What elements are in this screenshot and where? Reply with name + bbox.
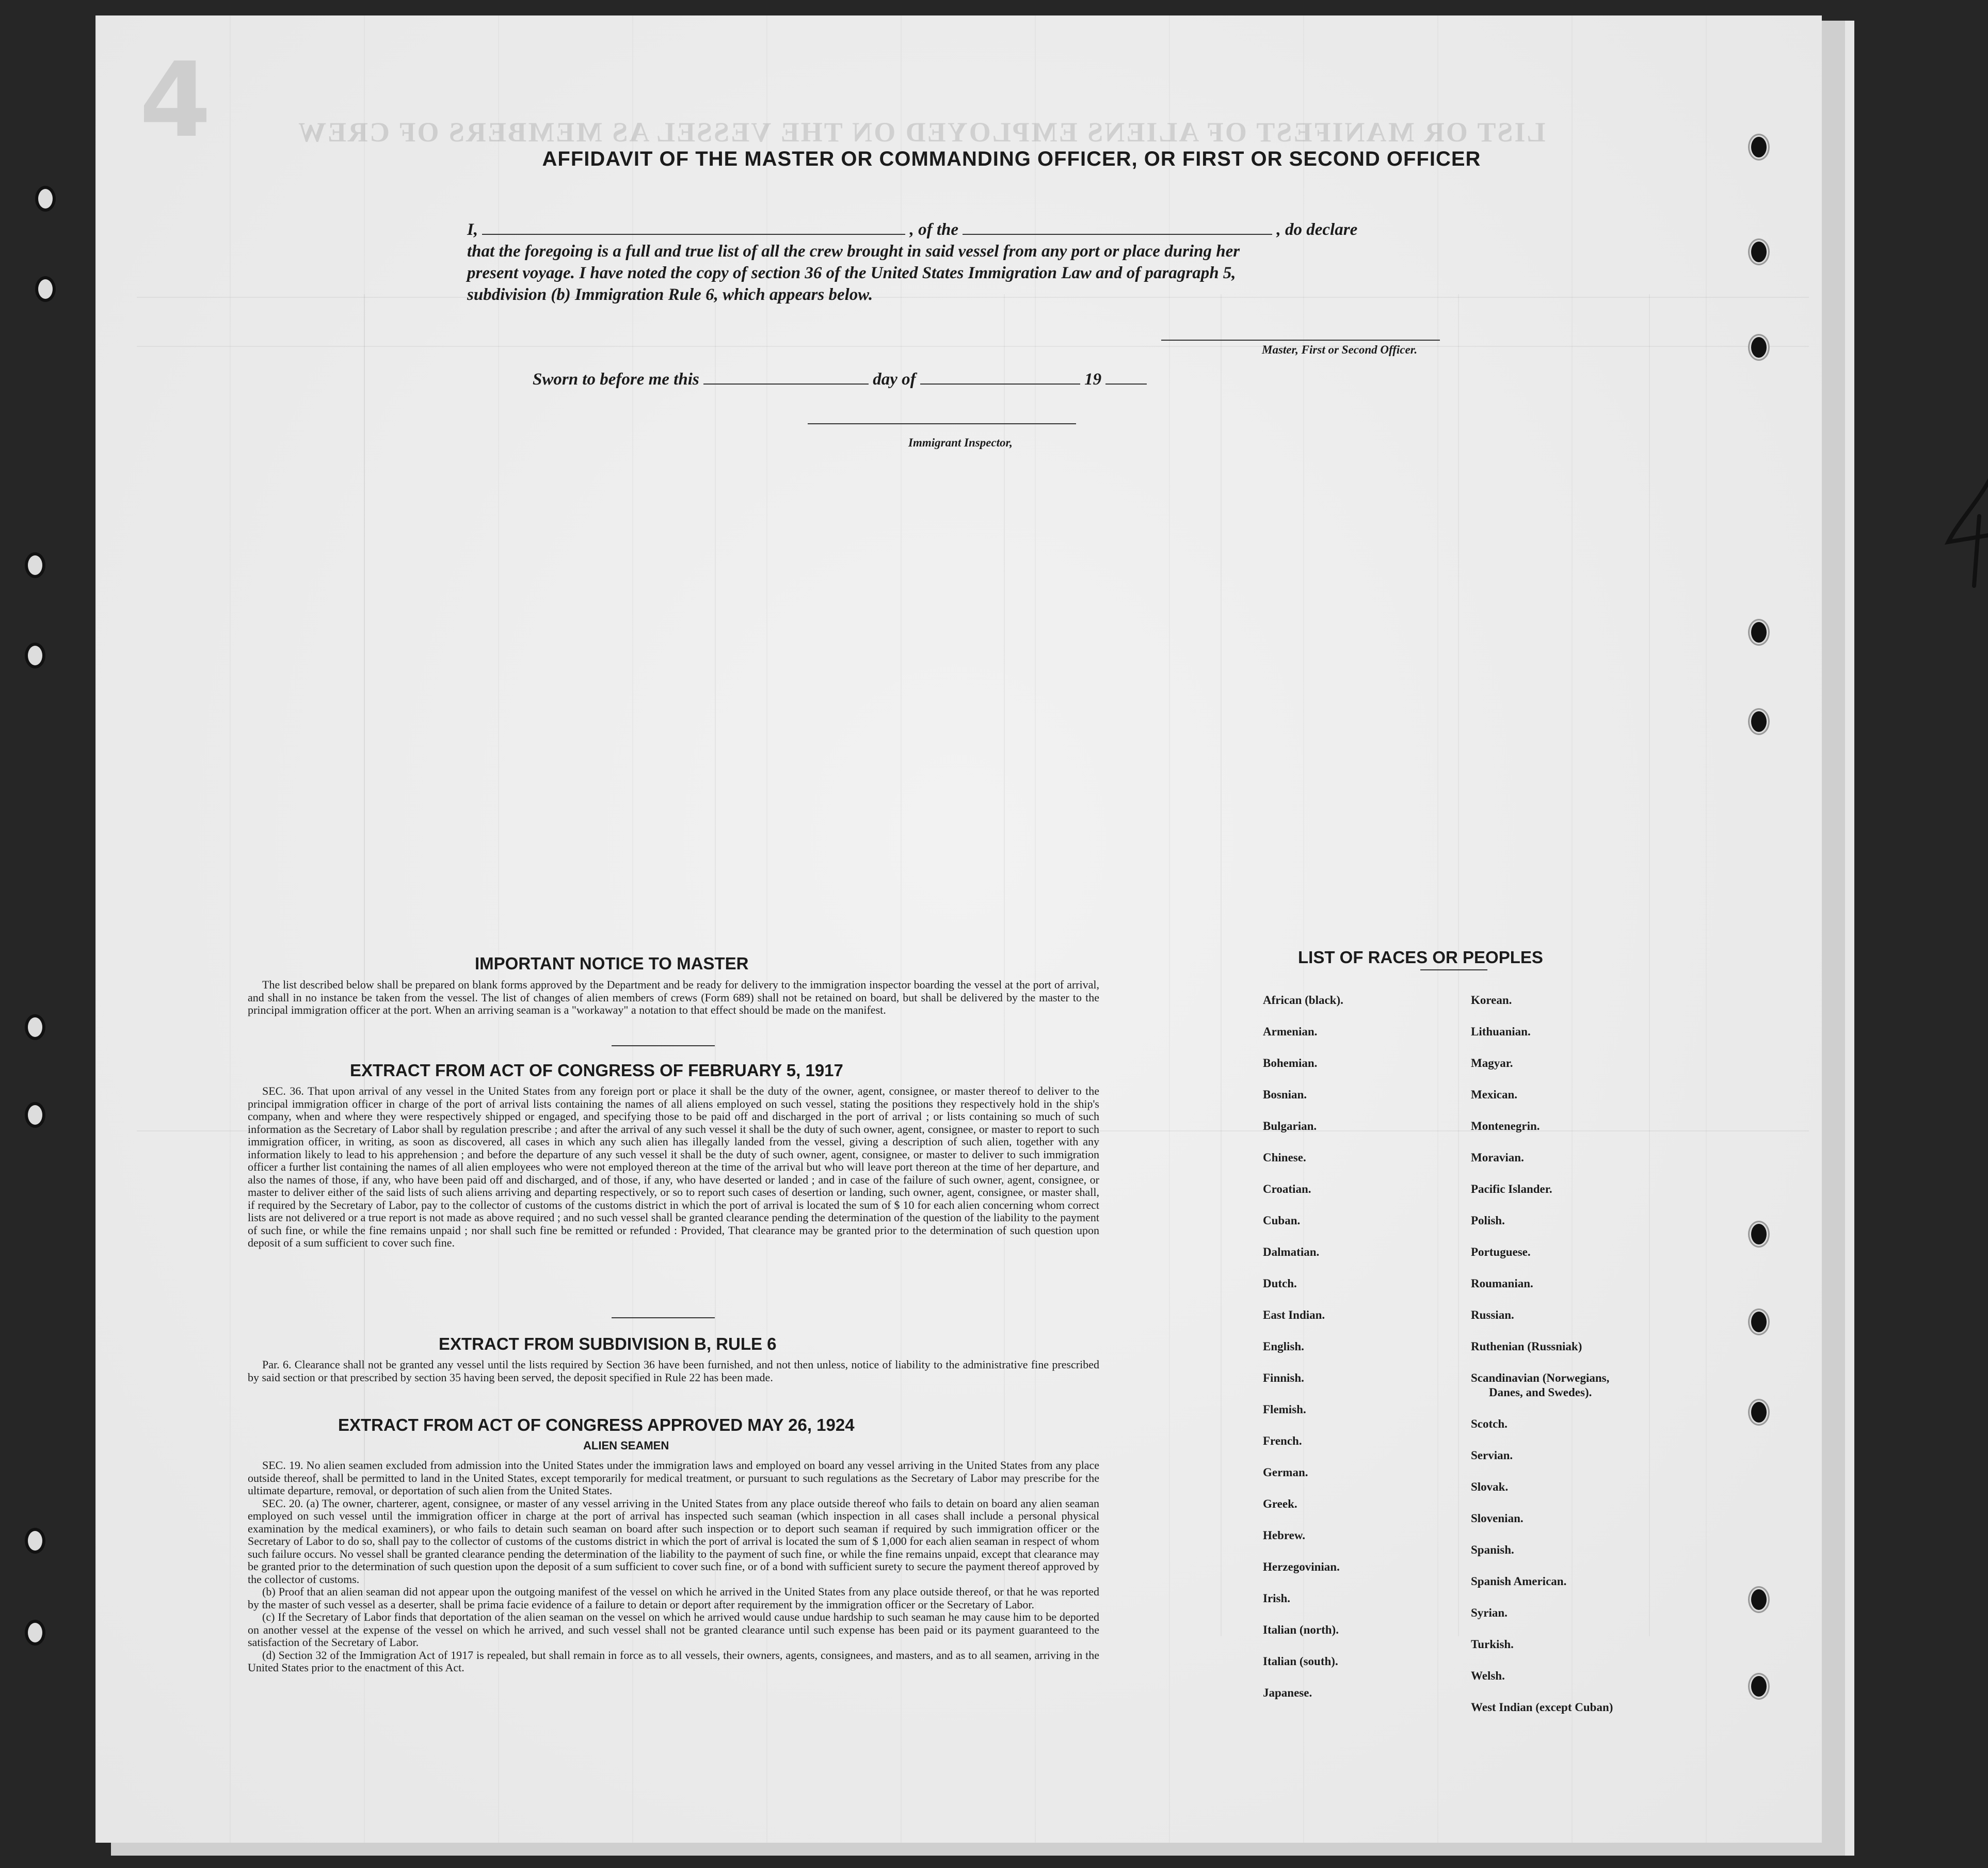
race-item: Turkish. — [1471, 1638, 1514, 1651]
race-item: West Indian (except Cuban) — [1471, 1701, 1613, 1714]
sworn-year-prefix: 19 — [1084, 370, 1102, 389]
manifest-page — [95, 15, 1822, 1843]
sworn-prefix: Sworn to before me this — [533, 370, 699, 389]
race-item: Bulgarian. — [1263, 1120, 1317, 1132]
race-item: Mexican. — [1471, 1088, 1518, 1101]
bleed-through-column — [1221, 294, 1222, 1636]
race-item: Spanish American. — [1471, 1575, 1567, 1588]
affidavit-title: AFFIDAVIT OF THE MASTER OR COMMANDING OFFICER, OR FIRST OR SECOND OFFICER — [542, 148, 1481, 170]
race-item: Ruthenian (Russniak) — [1471, 1340, 1582, 1353]
race-item: Danes, and Swedes). — [1489, 1386, 1592, 1399]
master-signature-label: Master, First or Second Officer. — [1262, 343, 1418, 356]
race-item: Irish. — [1263, 1592, 1291, 1605]
race-item: Scotch. — [1471, 1417, 1508, 1430]
race-item: Servian. — [1471, 1449, 1513, 1462]
notice-title: IMPORTANT NOTICE TO MASTER — [475, 954, 749, 973]
sworn-day-blank — [703, 384, 869, 385]
race-item: African (black). — [1263, 994, 1343, 1007]
act-1917-section-36: SEC. 36. That upon arrival of any vessel in the United States from any foreign port or place it shall be the duty of the owner, agent, consignee, or master thereof to deliver to the principal immigration officer in charge of the port of arrival lists containing the names of all aliens employed on such vessel, stating the positions they respectively hold in the ship's company, when and where they were respectively shipped or engaged, and specifying those to be paid off and discharged in the port of arrival ; or lists containing so much of such information as the Secretary of Labor shall by regulation prescribe ; and after the arrival of any such vessel it shall be the duty of such owner, agent, consignee, or master to report to such immigration officer, in writing, as soon as discovered, all cases in which any such alien has illegally landed from the vessel, giving a description of such alien, together with any information likely to lead to his apprehension ; and before the departure of any such vessel it shall be the duty of such owner, agent, consignee, or master to deliver to such immigration officer a further list containing the names of all alien employees who were not employed thereon at the time of the arrival but who will leave port thereon at the time of her departure, and also the names of those, if any, who have been paid off and discharged, and of those, if any, who have deserted or landed ; and in case of the failure of such owner, agent, consignee, or master to deliver either of the said lists of such aliens arriving and departing respectively, or so to report such cases of desertion or landing, such owner, agent, consignee, or master shall, if required by the Secretary of Labor, pay to the collector of customs of the customs district in which the port of arrival is located the sum of $ 10 for each alien concerning whom correct lists are not delivered or a true report is not made as above required ; and no such vessel shall be granted clearance pending the determination of the question of the liability to the payment of such fine, or while the fine remains unpaid ; nor shall such fine be remitted or refunded : Provided, That clearance may be granted prior to the determination of such question upon deposit of a sum sufficient to cover such fine. — [248, 1084, 1099, 1249]
race-item: Portuguese. — [1471, 1246, 1531, 1258]
race-item: Moravian. — [1471, 1151, 1524, 1164]
race-item: Italian (north). — [1263, 1623, 1339, 1636]
race-item: Herzegovinian. — [1263, 1560, 1340, 1573]
race-item: Dutch. — [1263, 1277, 1297, 1290]
race-item: Lithuanian. — [1471, 1025, 1531, 1038]
act-1924-section-20c: (c) If the Secretary of Labor finds that deportation of the alien seaman on the vessel on which he arrived would cause undue hardship to such seaman he may cause him to be deported on another vessel at the expense of the vessel on which he arrived, and such vessel shall not be granted clearance until such expense has been paid or its payment guaranteed to the satisfaction of the Secretary of Labor. — [248, 1610, 1099, 1649]
margin-punch-mark-icon — [25, 1620, 45, 1646]
inspector-signature-line — [808, 423, 1076, 424]
race-item: Italian (south). — [1263, 1655, 1338, 1668]
race-item: Dalmatian. — [1263, 1246, 1320, 1258]
race-item: Roumanian. — [1471, 1277, 1533, 1290]
races-title-underline — [1420, 969, 1487, 970]
act-1924-section-20d: (d) Section 32 of the Immigration Act of 1917 is repealed, but shall remain in force as to all vessels, their owners, agents, consignees, and masters, and as to all seamen, arriving in the United States prior to the enactment of this Act. — [248, 1648, 1099, 1674]
declare-suffix: , do declare — [1276, 220, 1358, 239]
declaration-line-3: present voyage. I have noted the copy of section 36 of the United States Immigration Law and of paragraph 5, — [467, 264, 1236, 282]
binder-hole-icon — [1750, 620, 1768, 644]
race-item: Chinese. — [1263, 1151, 1306, 1164]
race-item: Flemish. — [1263, 1403, 1306, 1416]
margin-punch-mark-icon — [25, 1528, 45, 1554]
race-item: Greek. — [1263, 1497, 1297, 1510]
race-item: Slovenian. — [1471, 1512, 1524, 1525]
binder-hole-icon — [1750, 1588, 1768, 1611]
binder-hole-icon — [1750, 1674, 1768, 1698]
race-item: Finnish. — [1263, 1371, 1304, 1384]
race-item: Croatian. — [1263, 1183, 1311, 1195]
act-1917-title: EXTRACT FROM ACT OF CONGRESS OF FEBRUARY 5, 1917 — [350, 1061, 843, 1080]
race-item: English. — [1263, 1340, 1304, 1353]
bleed-through-title: LIST OR MANIFEST OF ALIENS EMPLOYED ON THE VESSEL AS MEMBERS OF CREW — [297, 117, 1546, 148]
notice-paragraph: The list described below shall be prepared on blank forms approved by the Department and be ready for delivery to the immigration inspector boarding the vessel at the port of arrival, and shall in no instance be taken from the vessel. The list of changes of alien members of crews (Form 689) shall not be retained on board, but shall be delivered by the master to the principal immigration officer at the port. When an arriving seaman is a "workaway" a notation to that effect should be made on the manifest. — [248, 978, 1099, 1016]
race-item: Cuban. — [1263, 1214, 1301, 1227]
race-item: Magyar. — [1471, 1057, 1513, 1069]
act-1924-title: EXTRACT FROM ACT OF CONGRESS APPROVED MAY 26, 1924 — [338, 1415, 855, 1434]
inspector-signature-label: Immigrant Inspector, — [908, 436, 1013, 449]
race-item: Hebrew. — [1263, 1529, 1305, 1542]
bleed-through-column — [364, 294, 365, 1636]
binder-hole-icon — [1750, 336, 1768, 359]
rule-6-text — [248, 1359, 1099, 1384]
binder-hole-icon — [1750, 1310, 1768, 1334]
race-item: Montenegrin. — [1471, 1120, 1540, 1132]
margin-punch-mark-icon — [35, 276, 56, 302]
race-item: East Indian. — [1263, 1308, 1325, 1321]
margin-punch-mark-icon — [25, 1014, 45, 1040]
sworn-year-blank — [1105, 384, 1147, 385]
binder-hole-icon — [1750, 1400, 1768, 1424]
vessel-name-blank — [963, 234, 1272, 235]
alien-seamen-subtitle: ALIEN SEAMEN — [583, 1439, 669, 1452]
sworn-day-of: day of — [873, 370, 916, 389]
bleed-through-column — [1004, 294, 1005, 1636]
race-item: Spanish. — [1471, 1543, 1514, 1556]
act-1924-section-20a: SEC. 20. (a) The owner, charterer, agent, consignee, or master of any vessel arriving in the United States from any place outside thereof who fails to detain on board any alien seaman employed on such vessel until the immigration officer in charge at the port of arrival has inspected such seaman (which inspection in all cases shall include a personal physical examination by the medical examiners), or who fails to detain such seaman on board after such inspection or to deport such seaman if required by such immigration officer or the Secretary of Labor to do so, shall pay to the collector of customs of the customs district in which the port of arrival is located the sum of $ 1,000 for each alien seaman in respect of whom such failure occurs. No vessel shall be granted clearance pending the determination of the liability to the payment of such fine, or while the fine remains unpaid, except that clearance may be granted prior to the determination of such question upon the deposit of a sum sufficient to cover such fine, or of a bond with sufficient surety to secure the payment thereof approved by the collector of customs. — [248, 1496, 1099, 1586]
declarant-prefix: I, — [467, 220, 478, 239]
race-item: Pacific Islander. — [1471, 1183, 1552, 1195]
race-item: Syrian. — [1471, 1606, 1508, 1619]
declaration-line-2: that the foregoing is a full and true list of all the crew brought in said vessel from any port or place during her — [467, 242, 1240, 261]
declaration-line-1 — [467, 218, 1577, 242]
act-1924-section-20b: (b) Proof that an alien seaman did not appear upon the outgoing manifest of the vessel on which he arrived in the United States from any place outside thereof, or that he was reported by the master of such vessel as a deserter, shall be prima facie evidence of a failure to detain or deport after requirement by the immigration officer or the Secretary of Labor. — [248, 1585, 1099, 1611]
binder-hole-icon — [1750, 1222, 1768, 1246]
margin-punch-mark-icon — [35, 186, 56, 212]
race-item: Armenian. — [1263, 1025, 1318, 1038]
race-item: Bohemian. — [1263, 1057, 1318, 1069]
margin-punch-mark-icon — [25, 1102, 45, 1128]
race-item: Scandinavian (Norwegians, — [1471, 1371, 1610, 1384]
margin-punch-mark-icon — [25, 643, 45, 668]
rule-6-paragraph: Par. 6. Clearance shall not be granted any vessel until the lists required by Section 36 have been furnished, and not then unless, notice of liability to the administrative fine prescribed by said section or that prescribed by section 35 having been served, the deposit specified in Rule 22 has been made. — [248, 1358, 1099, 1384]
race-item: Bosnian. — [1263, 1088, 1307, 1101]
bleed-through-column — [1649, 294, 1650, 1636]
margin-punch-mark-icon — [25, 552, 45, 578]
race-item: Japanese. — [1263, 1686, 1312, 1699]
race-item: Korean. — [1471, 994, 1512, 1007]
master-signature-line — [1161, 340, 1440, 341]
section-divider — [612, 1317, 715, 1318]
race-item: Welsh. — [1471, 1669, 1505, 1682]
vessel-prefix: , of the — [909, 220, 959, 239]
race-item: Slovak. — [1471, 1480, 1509, 1493]
binder-hole-icon — [1750, 240, 1768, 264]
section-divider — [612, 1045, 715, 1046]
act-1917-text — [248, 1085, 1099, 1250]
binder-hole-icon — [1750, 135, 1768, 159]
sworn-line — [533, 368, 1642, 391]
race-item: Russian. — [1471, 1308, 1514, 1321]
bleed-through-row — [137, 346, 1809, 347]
race-item: French. — [1263, 1434, 1302, 1447]
act-1924-section-19: SEC. 19. No alien seamen excluded from admission into the United States under the immigration laws and employed on board any vessel arriving in the United States from any place outside thereof, shall be permitted to land in the United States, except temporarily for medical treatment, or pursuant to such regulations as the Secretary of Labor may prescribe for the ultimate departure, removal, or deportation of such alien from the United States. — [248, 1459, 1099, 1497]
bleed-through-form-letter: 4 — [139, 40, 212, 161]
sworn-month-blank — [920, 384, 1080, 385]
declaration-line-4: subdivision (b) Immigration Rule 6, which appears below. — [467, 285, 873, 304]
races-title: LIST OF RACES OR PEOPLES — [1298, 948, 1543, 967]
rule-6-title: EXTRACT FROM SUBDIVISION B, RULE 6 — [439, 1334, 777, 1353]
declarant-name-blank — [482, 234, 905, 235]
race-item: Polish. — [1471, 1214, 1505, 1227]
handwritten-number-4-mark — [1943, 470, 1988, 588]
notice-text — [248, 979, 1099, 1017]
act-1924-text — [248, 1459, 1099, 1674]
binder-hole-icon — [1750, 710, 1768, 733]
race-item: German. — [1263, 1466, 1308, 1479]
